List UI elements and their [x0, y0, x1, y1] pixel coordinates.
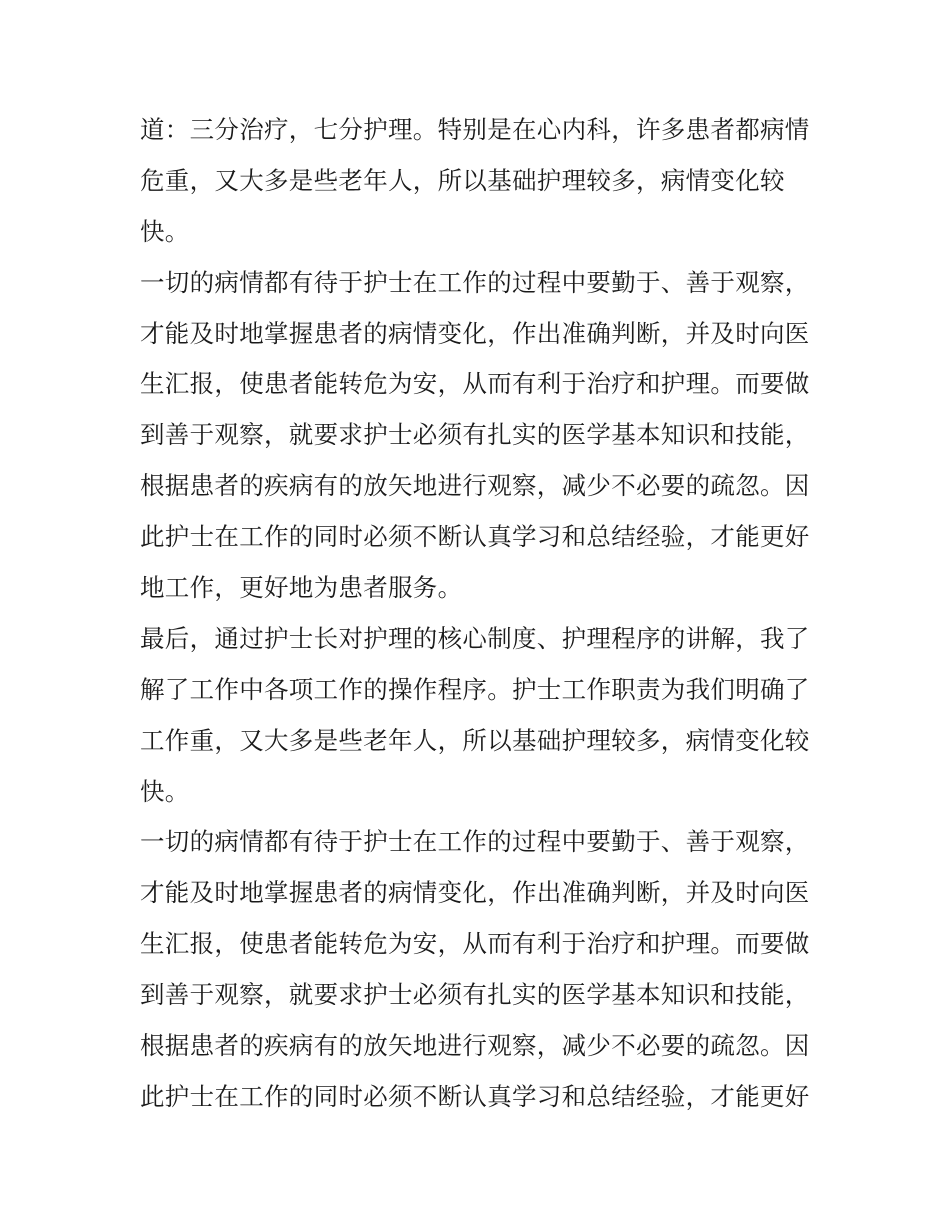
- text-line: 根据患者的疾病有的放矢地进行观察，减少不必要的疏忽。因: [140, 1031, 810, 1061]
- text-line: 一切的病情都有待于护士在工作的过程中要勤于、善于观察，: [140, 267, 810, 297]
- body-text: [140, 105, 820, 1123]
- text-line: 地工作，更好地为患者服务。: [140, 573, 463, 603]
- text-line: 此护士在工作的同时必须不断认真学习和总结经验，才能更好: [140, 1081, 810, 1111]
- text-line: 解了工作中各项工作的操作程序。护士工作职责为我们明确了: [140, 674, 810, 704]
- text-line: 危重，又大多是些老年人，所以基础护理较多，病情变化较: [140, 165, 785, 195]
- text-line: 工作重，又大多是些老年人，所以基础护理较多，病情变化较: [140, 725, 810, 755]
- text-line: 此护士在工作的同时必须不断认真学习和总结经验，才能更好: [140, 522, 810, 552]
- text-line: 道：三分治疗，七分护理。特别是在心内科，许多患者都病情: [140, 115, 810, 144]
- text-line: 才能及时地掌握患者的病情变化，作出准确判断，并及时向医: [140, 878, 810, 908]
- text-line: 根据患者的疾病有的放矢地进行观察，减少不必要的疏忽。因: [140, 471, 810, 501]
- text-line: 到善于观察，就要求护士必须有扎实的医学基本知识和技能，: [140, 420, 810, 450]
- text-line: 最后，通过护士长对护理的核心制度、护理程序的讲解，我了: [140, 623, 810, 653]
- text-line: 生汇报，使患者能转危为安，从而有利于治疗和护理。而要做: [140, 929, 810, 959]
- text-line: 生汇报，使患者能转危为安，从而有利于治疗和护理。而要做: [140, 369, 810, 399]
- text-line: 快。: [140, 776, 190, 806]
- text-line: 到善于观察，就要求护士必须有扎实的医学基本知识和技能，: [140, 980, 810, 1010]
- text-line: 快。: [140, 216, 190, 246]
- text-line: 一切的病情都有待于护士在工作的过程中要勤于、善于观察，: [140, 827, 810, 857]
- text-line: 才能及时地掌握患者的病情变化，作出准确判断，并及时向医: [140, 318, 810, 348]
